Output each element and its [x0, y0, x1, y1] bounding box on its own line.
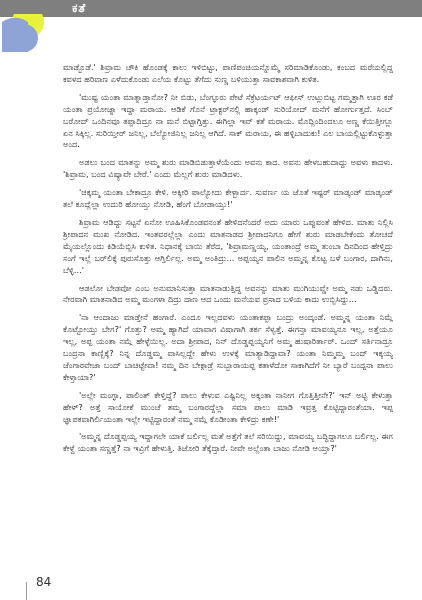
body-text	[63, 62, 393, 461]
paragraph: 'ಅಮ್ಮನ್ನ ದೊಡ್ಡಪ್ಪಯ್ಯ ಇದ್ದಾಗಲೇ ಯಾಕೆ ಬರ್ಲಿಲ್ಲ ಮತೆ ಅತ್ತೆಗೆ ತಲೆ ಸರಿಯಿದ್ದು, ಮಾವಯ್ಯ ಬದ್ಧಿದ್ದಾಗಲೂ ಬರ್ಲಿಲ್ಲ. ಈಗ ಕೇಳ್ದೆ ಯಂತಾ ಸಣ್ಣತ್ತೆ? ನಾ ಇವ್ರಿಗೆ ಹೇಳುತ್ತಿ. ತಿಜೋರಿ ತೆಕ್ಕೆದ್ತಾರೆ. ನೀವೇ ಅಲ್ಲೆಂತಾ ಬಾಜು ನೋಡಿ ಆಯ್ತಾ?'	[63, 431, 393, 454]
margin-line	[26, 582, 27, 600]
header-bar	[0, 0, 422, 17]
page-number: 84	[36, 575, 52, 589]
section-title: ಕತೆ	[72, 1, 87, 15]
paragraph: 'ಚಿಕ್ಕಮ್ಮ ಯಂತಾ ಬೇಕಾದ್ರೂ ಕೇಳಿ. ಆಕ್ಕೀರಿ ಪಾಲ್ಯೋದು ಕೇಳ್ಬಾರ್ದ. ಸುವರ್ಣ ಯ ಜೊತೆ ಇಷ್ಟರ್ ಮಾಡ್ಕಂಡ್ ಮಾಡ್ಕಂಡ್ ತಲೆ ಕೂದ್ಲೆಲ್ಲಾ ಉದುರಿ ಹೋಯ್ತು ನೋಡಿ, ಹೆಂಗೆ ಬೋಡಾಯ್ತು!'	[63, 187, 393, 210]
paragraph: ಶಿವ್ರಾಮ ಆಡಿದ್ದು ಸಟ್ಟನೆ ಏನೋ ಊಹಿಸಿಕೊಂಡವನಂತೆ ಹೇಳಿದನೆಂದರೆ ಅದು ಯಾರು ಒಪ್ಪುವಂತೆ ಹೇಳಿದ. ಮಾತು ನಿಲ್ಲಿಸಿ ಶ್ರೀಪಾದನ ಮುಖ ನೋಡಿದ. ಇಂತವರಲ್ಲೆಲ್ಲಾ ಎಂದು ಮಾತನಾಡದ ಶ್ರೀಪಾದನಿಗೂ ಹೇಗೆ ಶುರು ಮಾಡಬೇಕೆಂದು ತೋಚದೆ ಮೈಯಲ್ಲೊಂದು ಕಿಡಿಯೆಬ್ಬಿಸಿ ಕುಳಿತ. ನಿಧಾನಕ್ಕೆ ಬಾಯಿ ತೆರೆದ, 'ಶಿವ್ರಾಮಣ್ಣಯ್ಯ, ಯಂತಾಂದ್ರೆ ಅಮ್ಮ ತುಂಬಾ ದಿನದಿಂದ ಹೇಳ್ತಿದ್ರು ಸಂಗೆ ಇಲ್ಲೆ ಬರ್‌ಲಿಕ್ಕೆ ಪುರುಸೊತ್ತು ಆಗ್ತಿರ್ಲಿಲ್ಲ. ಅಮ್ಮ ಅಂತಿದ್ರು... ಅಪ್ಪಯ್ಯನ ಪಾಲಿನ ಅಮ್ಮನ್ನ ಕೊಟ್ಟ ಬಳೆ ಬಂಗಾರ, ದಾಗಿನು, ಬೆಳ್ಳಿ...'	[63, 216, 393, 275]
paragraph: ಮಾಡ್ಬೊಡೆ.' ಶಿವ್ರಾಮ ಚೌಕಿ ಹೊಂಡಕ್ಕೆ ಕಾಲು ಇಳಿಬಿಟ್ಟು, ಪಾಣಿಪಂಚಿಯನ್ನೊಮ್ಮೆ ಸರಿಮಾಡಿಕೊಂಡು, ಕಂಬದ ಮರೆಯಲ್ಲಿದ್ದ ಕವಳದ ಹರಿವಾಣ ಎಳೆದುಕೊಂಡು ಎಲೆಯ ಕೊಟ್ಟು ತೆಗೆದು ಸುಣ್ಣ ಬಳಿಯುತ್ತಾ ಸಾವಕಾಶವಾಗಿ ಕುಳಿತ.	[63, 62, 393, 84]
paragraph: 'ಅಲ್ಲೇ ಮಂಗ್ಳಾ, ಪಾಲಿಂತ್ ಕೇಳ್ತಿದ್ದೆ? ಪಾಲು ಕೇಳುವ ಎಷ್ಟಿನಿಲ್ಲ ಅಕ್ಕಂತಾ ನಾನೀಗ ಗೊತ್ತಿತ್ತೀನೇ?' ಇನ್ ಅಟ್ಟಿ ಕೇಳುತ್ತಾ ಹೇಳ್? ಅತ್ತೆ ಸಾಯೋಕೆ ಮುಂಚೆ ತಮ್ಮ ಬಂಗಾರದ್ದೆಲ್ಲಾ ಸಮಾ ಪಾಲು ಮಾಡಿ ಇವ್ರತ್ತ ಕೊಟ್ಟಿದ್ದಾರಂತೆಯಾ. ಇಪ್ಪ ಜ್ಞಾಪಕವಾಗಿರ್ಲಿಯಂತಾ ಇಲ್ಲೇ ಇಟ್ಟಿದ್ದಾರಂತೆ ನಮ್ಮ ನಮ್ಗೆ ಕೊಡೀಂತಾ ಕೇಳಿದ್ರು ಕಣೇ!'	[63, 389, 393, 424]
paragraph: ಅಡಲು ಬಂದ ಮಾತನ್ನು ಅಮ್ಮ ಶುರು ಮಾಡಿಬಿಡುತ್ತಾಳೆಯೆಂದು ಅವನು ಕಾದ. ಅವನು ಹೇಳಬಹುದಾದ್ದು ಅವಳು ಕಾದಳು. 'ಶಿವ್ರಾಮ, ಬಂದ ವಿಷ್ಯಾವೇ ಬೇರೆ.' ಎಂದು ಮೆಲ್ಲಗೆ ಶುರು ಮಾಡಿದಳು.	[63, 157, 393, 180]
paragraph: 'ಮುಷ್ಟ ಯಂತಾ ಮಾತ್ನಾಡ್ತಾನೋ? ನೀ ಬಿಡು, ಬೆಂಗ್ಳೂರು ಪೇಟೆ ಸೆಕ್ರೆಟರ್ಯಟ್ ಆಫೀಸ್ ಉಟ್ಲುಬಿಟ್ಟ ಗಮ್ಮತ್ತಾಗಿ ಊರ ಕಡೆ ಯಂತಾ ಪ್ರಯೋಜ್ನಾ ಇದ್ದಾ ಮರಾಯ. ಆಡಿಕೆ ಗೊನೆ ಟ್ರಾಕ್ಟರ್‌ನಲ್ಲಿ ಹಾಕ್ಕಂಡ್ ಸುರಿಯೋದ್ ಮನೆಗೆ ಹೋರ್ಗುತ್ತದೆ. ಸಿಂಬ್ ಬರೋದ್ ಒಂದಿನವೂ ತಪ್ಪಾದಿದ್ರೂ ನಾ ಮನೆ ಬಿಟ್ಟಾಗ್ತಿತ್ತು. ಈಗಿಲ್ಲಾ ಇವ್ ಕತೆ ಮರಾಯ. ಮೊದ್ಲಿಂದಿಂದಲೂ ಅಣ್ಣ ಕೆಯಿತ್ತೀಗ್ಲೂ ಏನ ಸಿಕ್ಕಿಲ್ಲ. ಸುರಿಯ್ತೀರ್ ಜನಿಲ್ಲ, ಬೆಲ್ಯೋಜಿನಿಲ್ಲ ಜನಿಲ್ಲ ಆಗಿದೆ. ಸಾಕ್ ಮರಾಯ, ಈ ಹಳ್ಳಿಬಾದುಕು! ಎಲ ಬಾಯಲ್ಲಿಟ್ಟುಕೊಳ್ಳುತ್ತಾ ಅಂದ.	[63, 91, 393, 150]
decorative-circles-graphic	[2, 14, 50, 52]
paragraph: ಆಡಲೋ ಬೇಡವೋ ಎಂಬ ಅನುಮಾನಿಸುತ್ತಾ ಮಾತನಾಡುತ್ತಿದ್ದ ಅವನನ್ನು ಮಾತು ಮುಗಿಯುವ್ಣೇ ಅಮ್ಮ ನಡು ಒಡ್ಡಿದರು. ನೇರವಾಗಿ ಮಾತನಾಡಿದ ಅಮ್ಮ ಮಂಗಳಾ ದಿದ್ರು ದಾಣ ಆದ ಒಂದು ಮನೆಯವ ಪ್ರಸಾದ ಬಳಿಯ ಕಾದು ಉಬ್ಬಿಸಿದ್ದು...	[63, 282, 393, 305]
paragraph: 'ನಾ ಆಂದಾಜು ಮಾಡ್ತೇನೆ ಹಂಗಾರೆ. ಎಂದೂ ಇಲ್ಲದವಳು ಯಂತಾಕಪ್ಪಾ ಬಂದ್ರು ಅಂದ್ಕಂಡೆ. ಅಮ್ಮನ್ನ ಯಂತಾ ನಿಮ್ಗೆ ಕೊಟ್ಟೋಯ್ತು ಬೇಗ?' ಗೊತ್ತು? ಅಮ್ಮ ಹ್ಯಾಗಿದೆ ಯಾವಾಗ ವಿಷಾಗಾಗಿ ತರ್ಕ ಸೆಳ್ವತ್ತೆ. ಈಗನ್ತಾ ಮಾವಯ್ಯನೂ ಇಲ್ಲ, ಅತ್ತೆಯೂ ಇಲ್ಲ, ಅಪ್ಪ ಯಂತಾ ನಮ್ಗೆ ಹೇಳ್ಳೆಯಿಲ್ಲ. ಅದಾ ಶ್ರೀಪಾದ, ನಿನ್ ದೊಡ್ಡಪ್ಪಯ್ಯನಿಗೆ ಅಮ್ಮ ಹುಷಾರಿರ್ತಾರ್. ಒಂದ್ ಸರ್ತಿನಾದ್ರೂ ಬಂದ್ರನಾ ಕಾಣ್ಬಿಕ್ಕೆ? ನಿನ್ನ ದೊಡ್ಡಮ್ಮ ವಾಸಿಲ್ಲದ್ದೇ ಹೇಳು ಉಳಕ್ಕೆ ಮಾತ್ಯಾಡಿದ್ದಾವಾ? ಯಂತಾ ನಿಮ್ಮಮ್ಮ ಬಂದ್ ಇಕ್ಕಯ್ಯ ಜೆಂಗಾರವೇಜಾ ಬಂದ್ ಬಾಚಿಟ್ಟೇವಾ! ನಮ್ಮ ದಿನ ಬೇಕ್ಗಾಡ್ರೆ ಸುಬ್ಬಾರಾಯಪ್ಪ ಕತಾಳೆದೋ ಸಾಕಾಗಿದೆಗೆ ನೀ ಬ್ಯಾರೆ ಬಂದ್ಪನಾ ಪಾಲು ಕೇಳ್ತಾಯಾ?'	[63, 312, 393, 382]
